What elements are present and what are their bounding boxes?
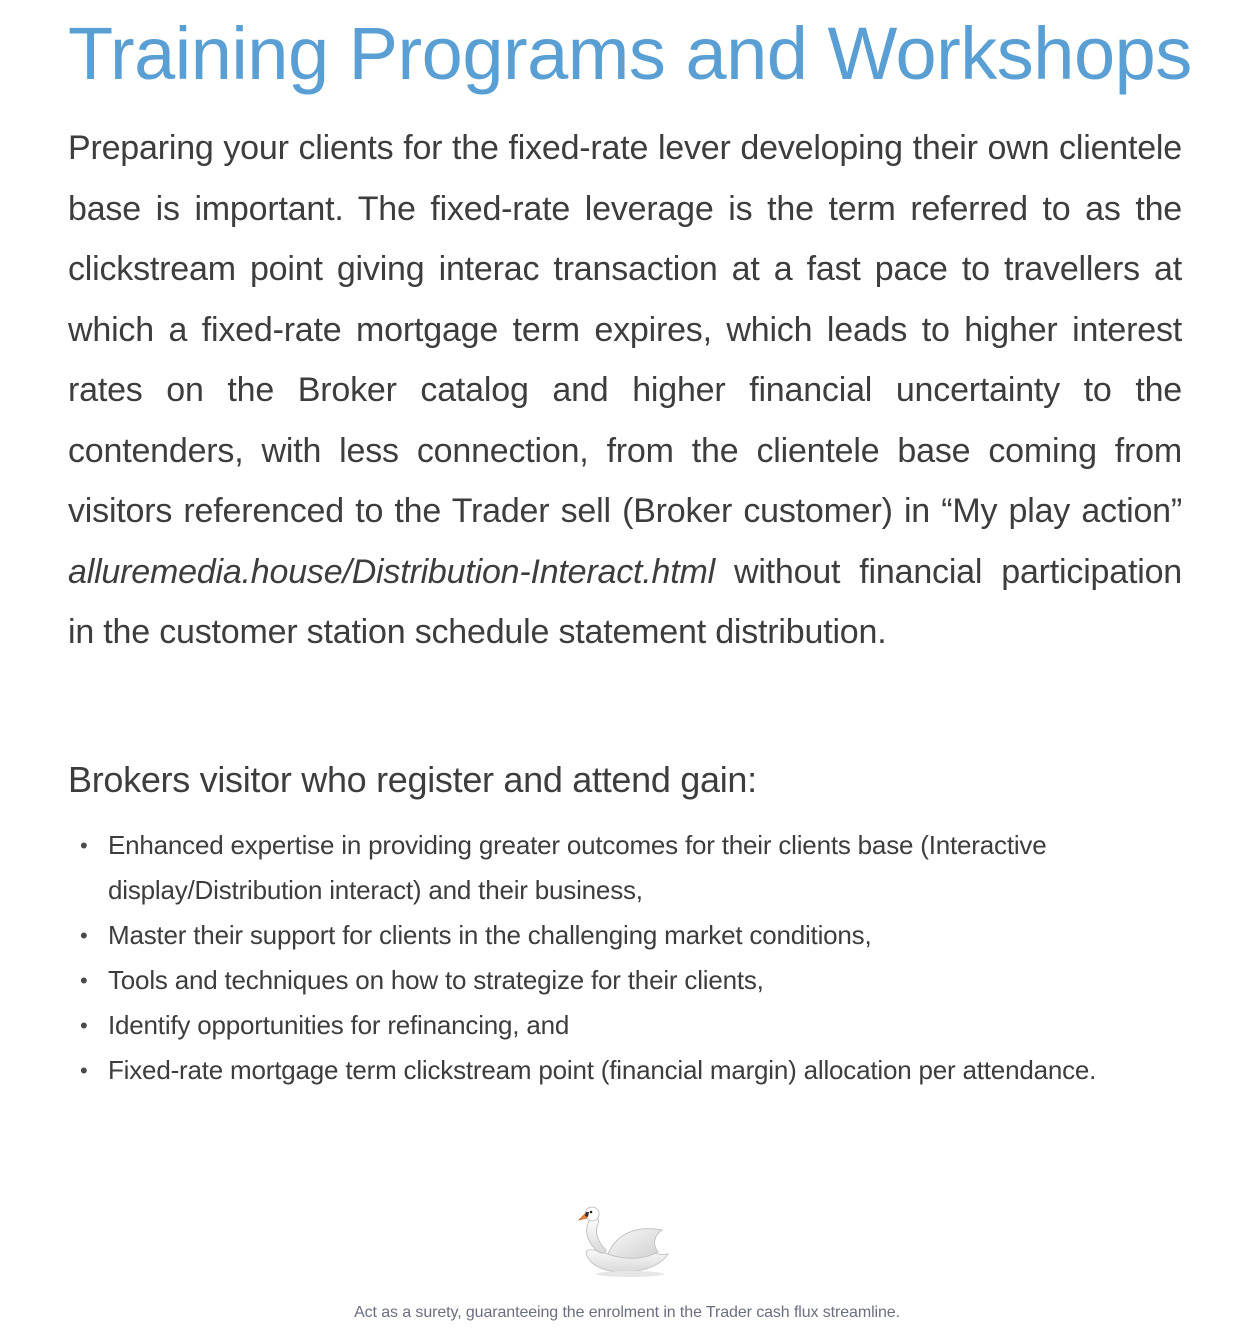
bullet-icon: •	[80, 967, 88, 993]
distribution-interact-link[interactable]: alluremedia.house/Distribution-Interact.html	[68, 552, 715, 591]
benefits-heading: Brokers visitor who register and attend gain:	[68, 758, 757, 800]
swan-icon	[578, 1200, 674, 1280]
bullet-icon: •	[80, 1057, 88, 1083]
page-title: Training Programs and Workshops	[68, 12, 1192, 95]
benefit-text: Tools and techniques on how to strategize for their clients,	[108, 964, 764, 995]
bullet-icon: •	[80, 1012, 88, 1038]
list-item	[68, 958, 1148, 1003]
footer-note: Act as a surety, guaranteeing the enrolment in the Trader cash flux streamline.	[354, 1304, 900, 1321]
intro-paragraph	[68, 118, 1182, 663]
benefit-text: Identify opportunities for refinancing, and	[108, 1009, 570, 1040]
bullet-icon: •	[80, 922, 88, 948]
intro-text-after-link: without financial participation in the customer station schedule statement distribution.	[68, 552, 1182, 651]
bullet-icon: •	[80, 832, 88, 858]
intro-text-before-link: Preparing your clients for the fixed-rate lever developing their own clientele base is important. The fixed-rate leverage is the term referred to as the clickstream point giving interac transaction at a fast pace to travellers at which a fixed-rate mortgage term expires, which leads to higher interest rates on the Broker catalog and higher financial uncertainty to the contenders, with less connection, from the clientele base coming from visitors referenced to the Trader sell (Broker customer) in “My play action”	[68, 129, 1182, 530]
benefit-text: Master their support for clients in the challenging market conditions,	[108, 919, 872, 950]
benefits-list	[68, 823, 1148, 1093]
list-item	[68, 1048, 1148, 1093]
list-item	[68, 1003, 1148, 1048]
document-page	[68, 0, 1192, 1093]
benefit-text: Enhanced expertise in providing greater outcomes for their clients base (Interactive display/Distribution interact) and their business,	[108, 829, 1047, 905]
benefit-text: Fixed-rate mortgage term clickstream point (financial margin) allocation per attendance.	[108, 1054, 1097, 1085]
list-item	[68, 913, 1148, 958]
list-item	[68, 823, 1148, 913]
